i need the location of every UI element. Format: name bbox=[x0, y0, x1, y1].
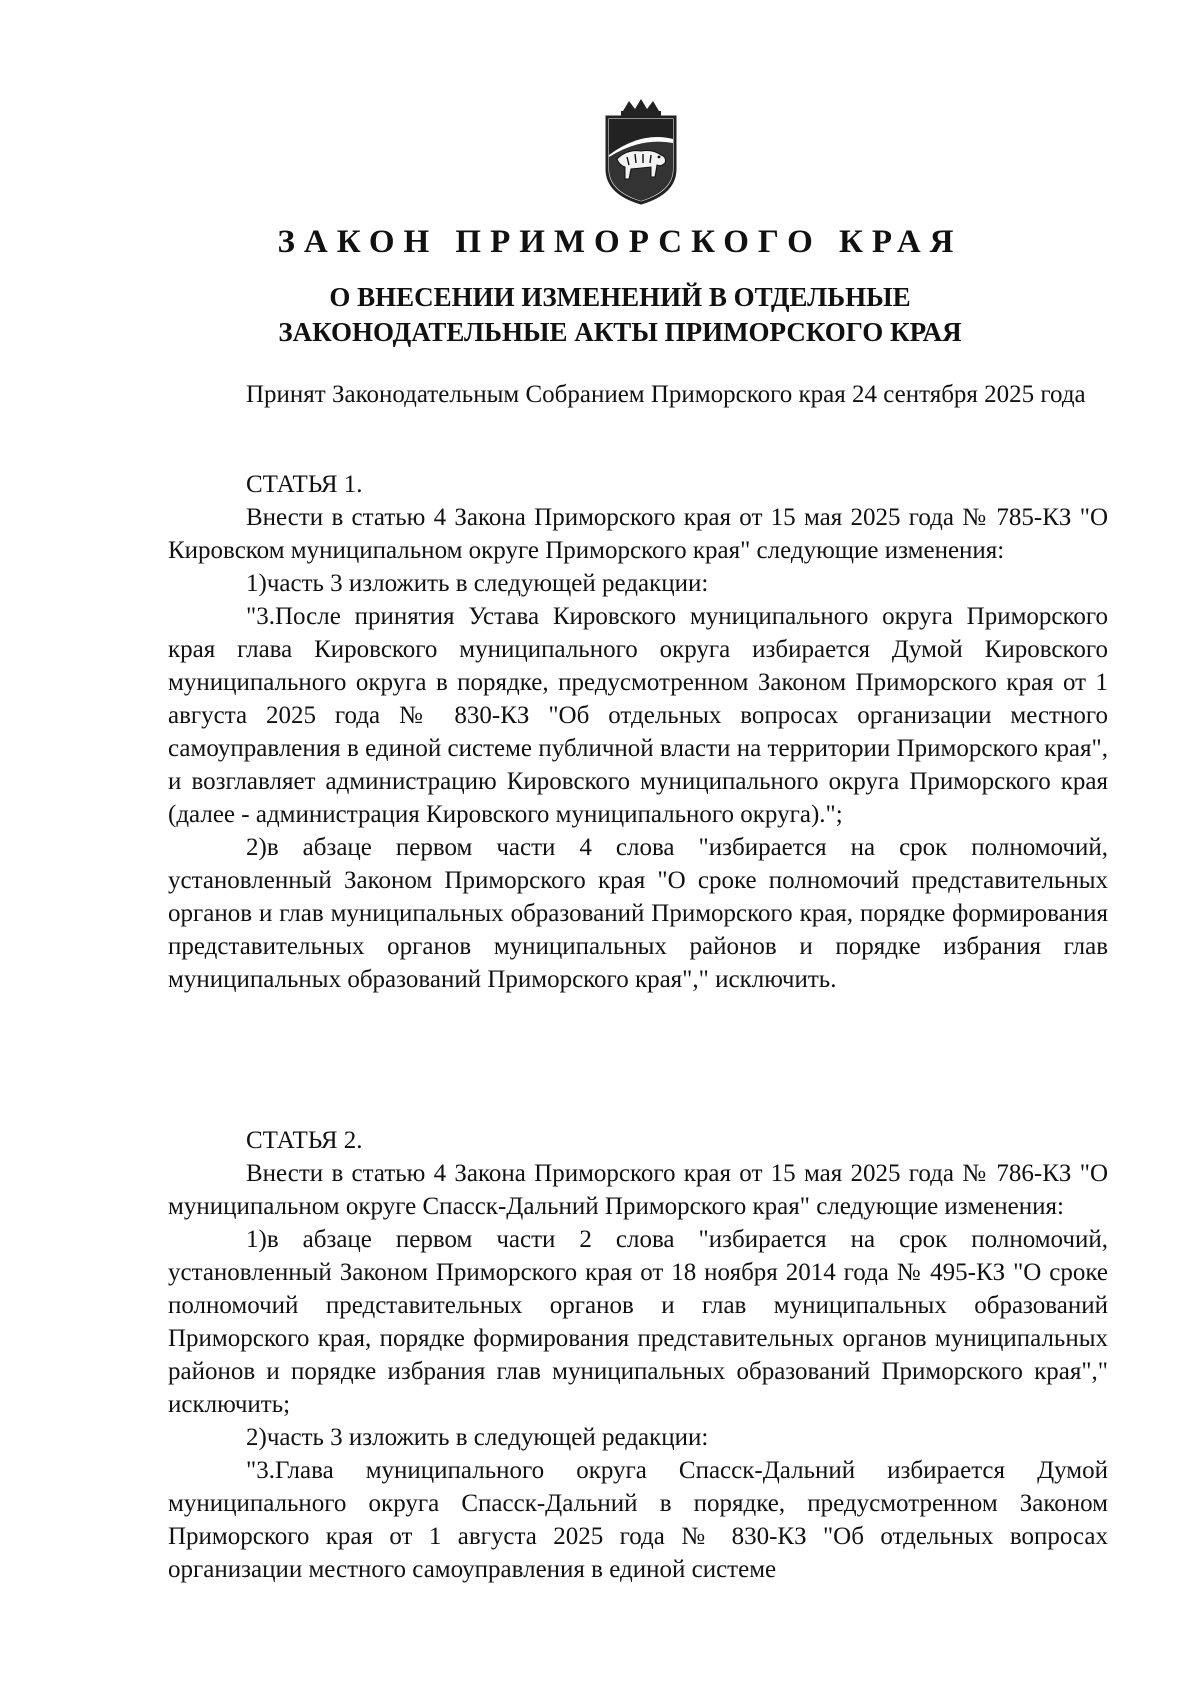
article-2-item-1: 1)в абзаце первом части 2 слова "избирается на срок полномочий, установленный Законом Приморского края от 18 ноября 2014 года № 495-КЗ "О сроке полномочий представительных органов и глав муниципальных образований Приморского края, порядке формирования представительных органов муниципальных районов и порядке избрания глав муниципальных образований Приморского края"," исключить; bbox=[168, 1226, 1108, 1418]
article-2-heading: СТАТЬЯ 2. bbox=[246, 1127, 363, 1154]
adoption-note bbox=[168, 378, 1108, 411]
law-title: ЗАКОН ПРИМОРСКОГО КРАЯ bbox=[277, 224, 963, 260]
article-2-item-2-text: "3.Глава муниципального округа Спасск-Дальний избирается Думой муниципального округа Спасск-Дальний в порядке, предусмотренном Законом Приморского края от 1 августа 2025 года № 830-КЗ "Об отдельных вопросах организации местного самоуправления в единой системе bbox=[168, 1457, 1108, 1583]
subtitle-line-1: О ВНЕСЕНИИ ИЗМЕНЕНИЙ В ОТДЕЛЬНЫЕ bbox=[329, 282, 911, 312]
coat-of-arms-icon bbox=[601, 97, 681, 207]
article-2-item-2: 2)часть 3 изложить в следующей редакции: bbox=[246, 1424, 709, 1451]
adoption-text: Принят Законодательным Собранием Приморского края 24 сентября 2025 года bbox=[246, 381, 1086, 408]
article-2 bbox=[168, 1124, 1108, 1586]
article-2-intro: Внести в статью 4 Закона Приморского края от 15 мая 2025 года № 786-КЗ "О муниципальном округе Спасск-Дальний Приморского края" следующие изменения: bbox=[168, 1160, 1108, 1220]
article-1-heading: СТАТЬЯ 1. bbox=[246, 471, 363, 498]
article-1 bbox=[168, 468, 1108, 996]
article-1-item-2: 2)в абзаце первом части 4 слова "избирается на срок полномочий, установленный Законом Приморского края "О сроке полномочий представительных органов и глав муниципальных образований Приморского края, порядке формирования представительных органов муниципальных районов и порядке избрания глав муниципальных образований Приморского края"," исключить. bbox=[168, 834, 1108, 993]
subtitle-line-2: ЗАКОНОДАТЕЛЬНЫЕ АКТЫ ПРИМОРСКОГО КРАЯ bbox=[278, 317, 962, 347]
article-1-item-1: 1)часть 3 изложить в следующей редакции: bbox=[246, 570, 709, 597]
article-1-intro: Внести в статью 4 Закона Приморского края от 15 мая 2025 года № 785-КЗ "О Кировском муниципальном округе Приморского края" следующие изменения: bbox=[168, 504, 1108, 564]
law-subtitle bbox=[0, 280, 1200, 350]
article-1-item-1-text: "3.После принятия Устава Кировского муниципального округа Приморского края глава Кировского муниципального округа избирается Думой Кировского муниципального округа в порядке, предусмотренном Законом Приморского края от 1 августа 2025 года № 830-КЗ "Об отдельных вопросах организации местного самоуправления в единой системе публичной власти на территории Приморского края", и возглавляет администрацию Кировского муниципального округа Приморского края (далее - администрация Кировского муниципального округа)."; bbox=[168, 603, 1108, 828]
